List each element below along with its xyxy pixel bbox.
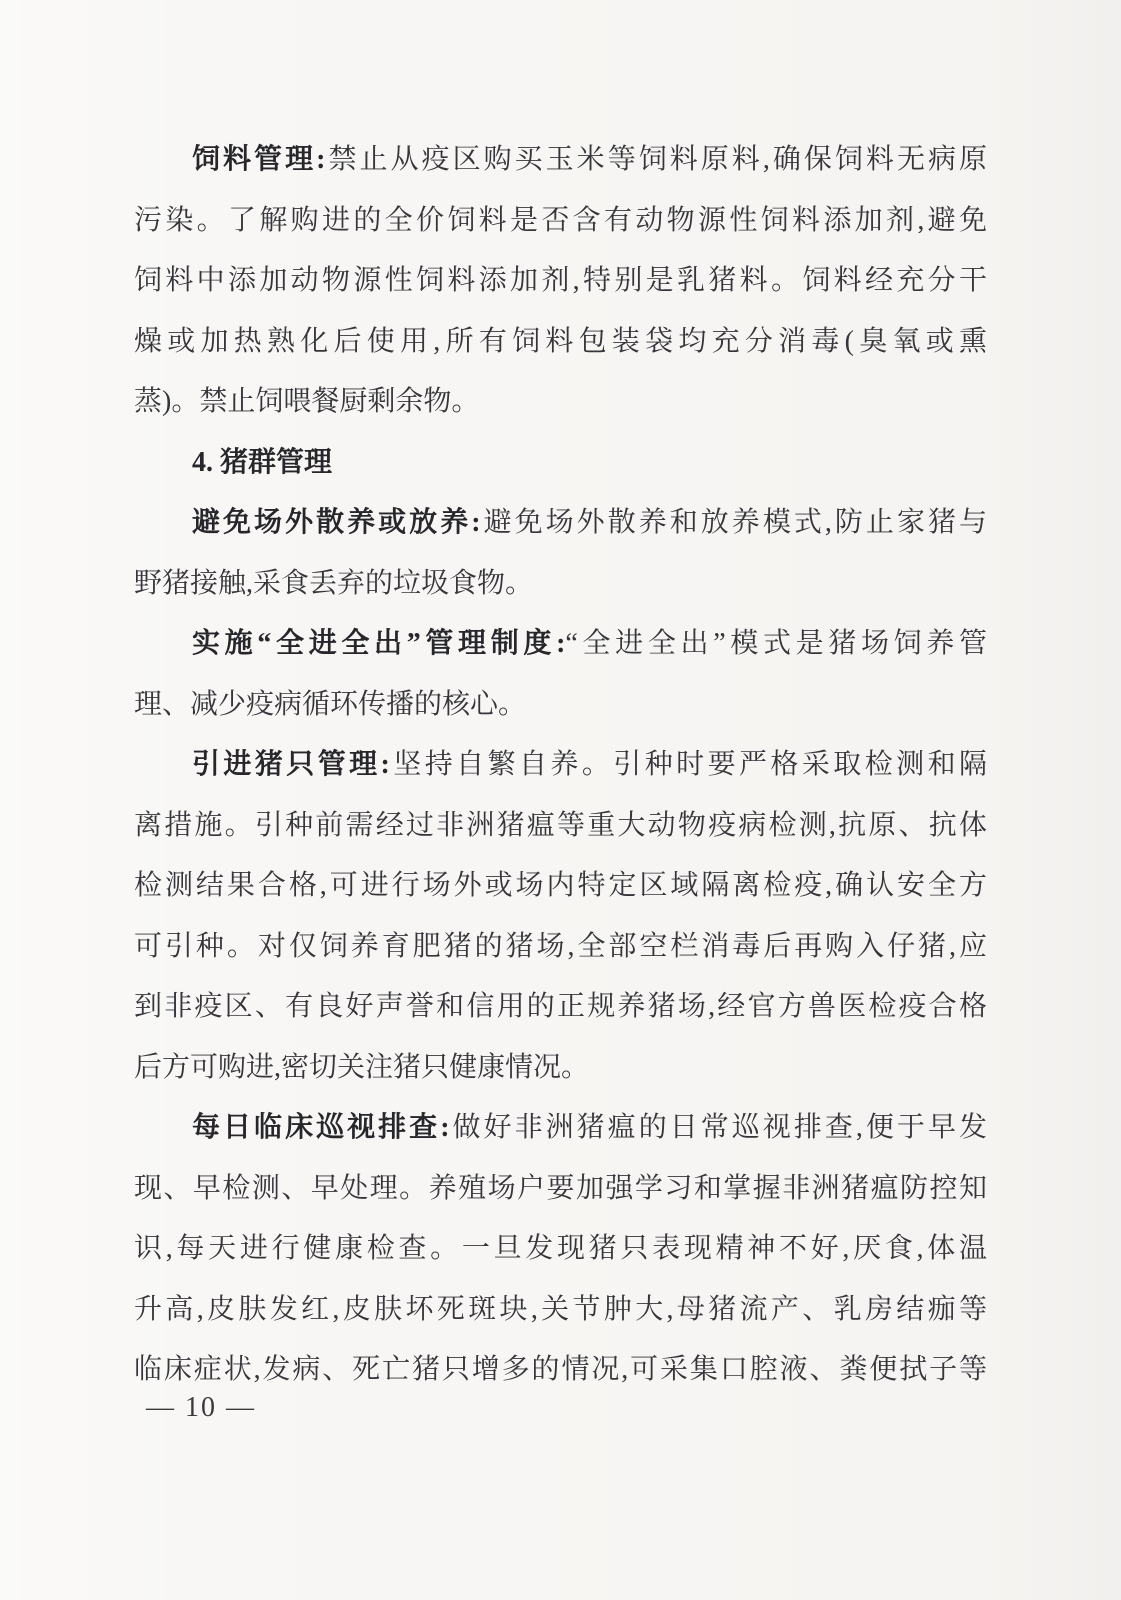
paragraph-text: “全进全出”模式是猪场饲养管 [565, 628, 987, 659]
paragraph-text: 避免场外散养和放养模式,防止家猪与 [480, 507, 987, 538]
text-line [134, 977, 987, 1038]
paragraph-text: 到非疫区、有良好声誉和信用的正规养猪场,经官方兽医检疫合格 [134, 991, 987, 1022]
paragraph-text: 现、早检测、早处理。养殖场户要加强学习和掌握非洲猪瘟防控知 [134, 1172, 987, 1204]
text-line [134, 251, 987, 312]
paragraph-text: 识,每天进行健康检查。一旦发现猪只表现精神不好,厌食,体温 [134, 1233, 987, 1264]
paragraph-text: 燥或加热熟化后使用,所有饲料包装袋均充分消毒(臭氧或熏 [134, 325, 987, 357]
paragraph-text: 理、减少疫病循环传播的核心。 [134, 688, 527, 720]
text-line [134, 191, 987, 252]
page-number-label: — 10 — [146, 1392, 256, 1423]
text-line [134, 1038, 987, 1099]
paragraph-lead: 4. 猪群管理 [192, 446, 333, 478]
paragraph-text: 污染。了解购进的全价饲料是否含有动物源性饲料添加剂,避免 [134, 204, 987, 236]
text-line [134, 735, 987, 796]
text-line [134, 675, 987, 736]
paragraph-text: 坚持自繁自养。引种时要严格采取检测和隔 [389, 749, 987, 780]
paragraph-lead: 饲料管理: [192, 144, 326, 175]
text-line [134, 433, 987, 494]
text-line [134, 1098, 987, 1159]
paragraph-text: 后方可购进,密切关注猪只健康情况。 [134, 1051, 590, 1083]
text-line [134, 372, 987, 433]
text-line [134, 1340, 987, 1401]
paragraph-text: 饲料中添加动物源性饲料添加剂,特别是乳猪料。饲料经充分干 [134, 265, 987, 296]
paragraph-lead: 实施“全进全出”管理制度: [192, 628, 566, 659]
paragraph-text: 做好非洲猪瘟的日常巡视排查,便于早发 [449, 1112, 987, 1143]
paragraph-text: 检测结果合格,可进行场外或场内特定区域隔离检疫,确认安全方 [134, 870, 987, 901]
text-line [134, 796, 987, 857]
text-line [134, 1159, 987, 1220]
paragraph-lead: 引进猪只管理: [192, 749, 390, 780]
page-number [146, 1390, 256, 1426]
paragraph-text: 升高,皮肤发红,皮肤坏死斑块,关节肿大,母猪流产、乳房结痂等 [134, 1293, 987, 1325]
text-line [134, 130, 987, 191]
paragraph-lead: 每日临床巡视排查: [192, 1112, 450, 1143]
text-line [134, 856, 987, 917]
text-line [134, 1280, 987, 1341]
paragraph-text: 离措施。引种前需经过非洲猪瘟等重大动物疫病检测,抗原、抗体 [134, 809, 987, 841]
text-line [134, 1219, 987, 1280]
paragraph-text: 临床症状,发病、死亡猪只增多的情况,可采集口腔液、粪便拭子等 [134, 1354, 987, 1385]
paragraph-text: 野猪接触,采食丢弃的垃圾食物。 [134, 567, 534, 599]
text-line [134, 312, 987, 373]
text-line [134, 493, 987, 554]
text-line [134, 614, 987, 675]
text-line [134, 554, 987, 615]
paragraph-lead: 避免场外散养或放养: [192, 507, 481, 538]
document-body [134, 130, 987, 1401]
paragraph-text: 可引种。对仅饲养育肥猪的猪场,全部空栏消毒后再购入仔猪,应 [134, 930, 987, 962]
paragraph-text: 蒸)。禁止饲喂餐厨剩余物。 [134, 386, 480, 417]
text-line [134, 917, 987, 978]
paragraph-text: 禁止从疫区购买玉米等饲料原料,确保饲料无病原 [325, 144, 987, 175]
